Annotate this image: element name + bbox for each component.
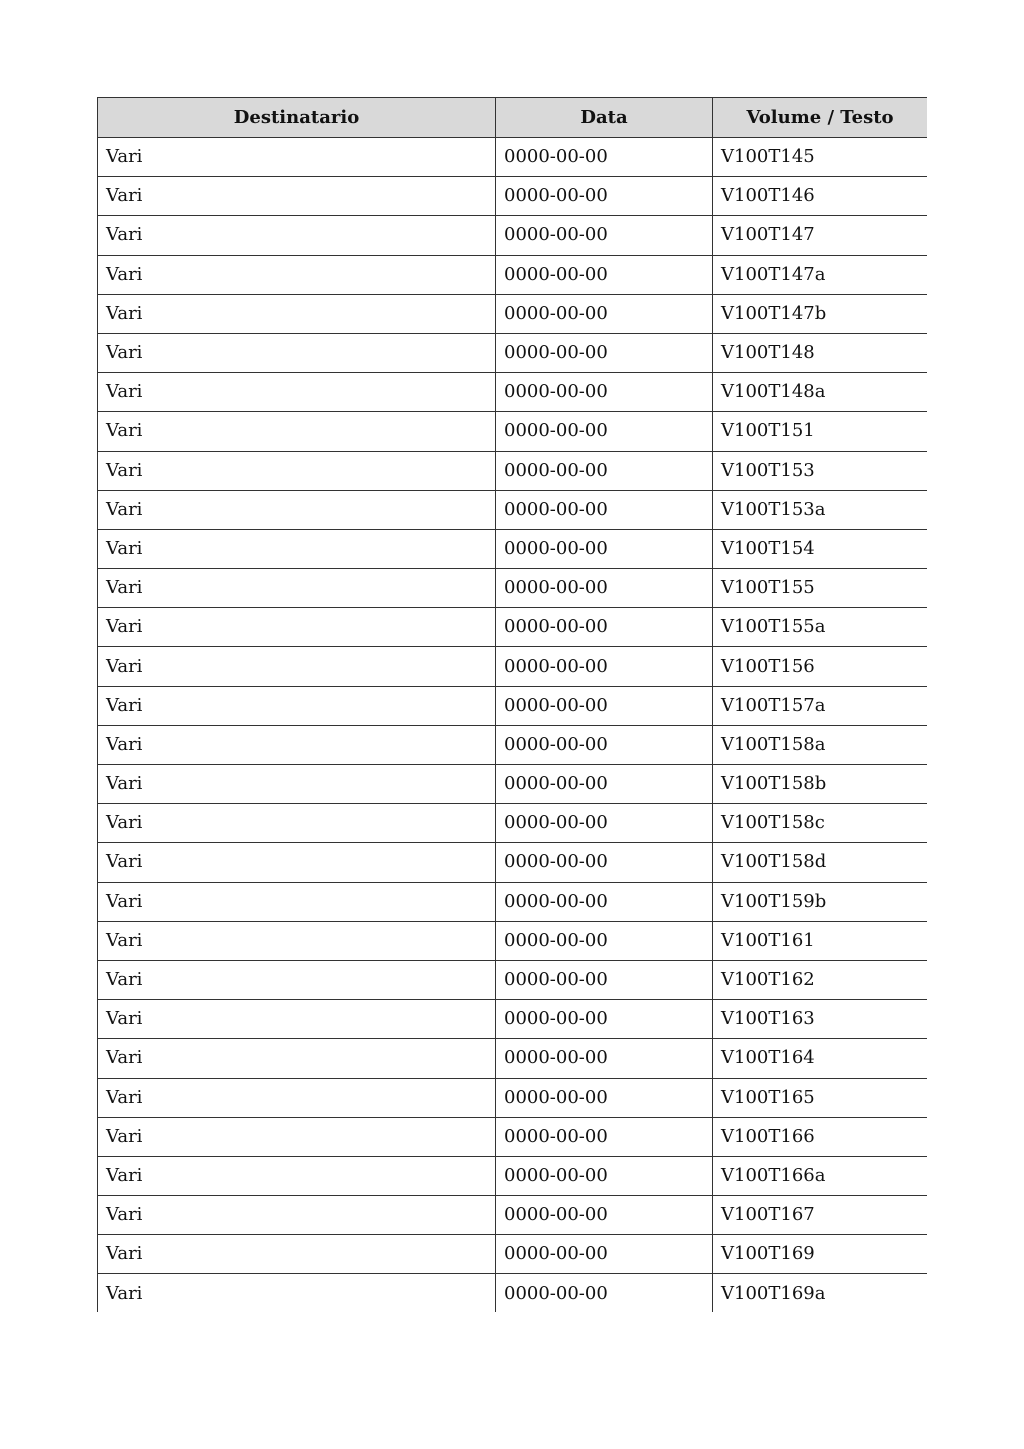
header-data: Data [496,98,713,138]
cell-data: 0000-00-00 [496,1274,713,1312]
cell-data: 0000-00-00 [496,412,713,451]
table-row [98,1196,928,1235]
cell-volume-testo: V100T169 [713,1235,928,1274]
cell-destinatario: Vari [98,1117,496,1156]
cell-volume-testo: V100T158d [713,843,928,882]
cell-data: 0000-00-00 [496,373,713,412]
cell-destinatario: Vari [98,765,496,804]
cell-volume-testo: V100T147a [713,255,928,294]
cell-destinatario: Vari [98,804,496,843]
cell-destinatario: Vari [98,490,496,529]
cell-data: 0000-00-00 [496,255,713,294]
table-row [98,294,928,333]
table-row [98,765,928,804]
cell-data: 0000-00-00 [496,1117,713,1156]
header-volume-testo: Volume / Testo [713,98,928,138]
cell-destinatario: Vari [98,216,496,255]
cell-volume-testo: V100T155a [713,608,928,647]
table-row [98,1235,928,1274]
cell-volume-testo: V100T159b [713,882,928,921]
records-table-container [97,97,927,1312]
cell-data: 0000-00-00 [496,333,713,372]
cell-destinatario: Vari [98,921,496,960]
cell-volume-testo: V100T158a [713,725,928,764]
cell-data: 0000-00-00 [496,1196,713,1235]
cell-data: 0000-00-00 [496,843,713,882]
cell-destinatario: Vari [98,686,496,725]
cell-volume-testo: V100T148a [713,373,928,412]
cell-data: 0000-00-00 [496,177,713,216]
cell-data: 0000-00-00 [496,294,713,333]
cell-data: 0000-00-00 [496,1235,713,1274]
cell-volume-testo: V100T167 [713,1196,928,1235]
cell-volume-testo: V100T153a [713,490,928,529]
cell-destinatario: Vari [98,138,496,177]
cell-data: 0000-00-00 [496,451,713,490]
table-row [98,843,928,882]
cell-volume-testo: V100T156 [713,647,928,686]
cell-volume-testo: V100T154 [713,529,928,568]
cell-data: 0000-00-00 [496,804,713,843]
table-row [98,412,928,451]
table-row [98,138,928,177]
cell-data: 0000-00-00 [496,490,713,529]
cell-destinatario: Vari [98,960,496,999]
cell-volume-testo: V100T148 [713,333,928,372]
table-row [98,490,928,529]
cell-destinatario: Vari [98,1235,496,1274]
cell-volume-testo: V100T146 [713,177,928,216]
cell-destinatario: Vari [98,412,496,451]
cell-destinatario: Vari [98,882,496,921]
cell-data: 0000-00-00 [496,921,713,960]
cell-volume-testo: V100T158b [713,765,928,804]
table-row [98,1156,928,1195]
cell-destinatario: Vari [98,373,496,412]
cell-destinatario: Vari [98,294,496,333]
table-row [98,960,928,999]
table-row [98,1078,928,1117]
cell-volume-testo: V100T165 [713,1078,928,1117]
table-row [98,333,928,372]
cell-destinatario: Vari [98,255,496,294]
cell-volume-testo: V100T163 [713,1000,928,1039]
cell-data: 0000-00-00 [496,725,713,764]
table-row [98,216,928,255]
cell-destinatario: Vari [98,177,496,216]
cell-volume-testo: V100T169a [713,1274,928,1312]
cell-data: 0000-00-00 [496,882,713,921]
cell-destinatario: Vari [98,1196,496,1235]
cell-destinatario: Vari [98,333,496,372]
cell-data: 0000-00-00 [496,647,713,686]
table-row [98,569,928,608]
cell-data: 0000-00-00 [496,765,713,804]
table-row [98,921,928,960]
cell-destinatario: Vari [98,1274,496,1312]
table-row [98,1039,928,1078]
table-row [98,177,928,216]
cell-data: 0000-00-00 [496,608,713,647]
table-row [98,608,928,647]
cell-destinatario: Vari [98,1156,496,1195]
cell-destinatario: Vari [98,1039,496,1078]
cell-volume-testo: V100T145 [713,138,928,177]
table-row [98,804,928,843]
cell-data: 0000-00-00 [496,216,713,255]
table-row [98,529,928,568]
cell-data: 0000-00-00 [496,686,713,725]
cell-destinatario: Vari [98,529,496,568]
cell-data: 0000-00-00 [496,569,713,608]
cell-destinatario: Vari [98,569,496,608]
cell-destinatario: Vari [98,647,496,686]
cell-destinatario: Vari [98,608,496,647]
cell-data: 0000-00-00 [496,1039,713,1078]
cell-volume-testo: V100T166 [713,1117,928,1156]
cell-destinatario: Vari [98,843,496,882]
cell-volume-testo: V100T166a [713,1156,928,1195]
table-row [98,647,928,686]
cell-volume-testo: V100T164 [713,1039,928,1078]
table-row [98,686,928,725]
table-row [98,1117,928,1156]
cell-data: 0000-00-00 [496,1156,713,1195]
cell-data: 0000-00-00 [496,529,713,568]
cell-volume-testo: V100T161 [713,921,928,960]
cell-data: 0000-00-00 [496,138,713,177]
table-row [98,451,928,490]
table-row [98,725,928,764]
cell-data: 0000-00-00 [496,1000,713,1039]
table-row [98,373,928,412]
cell-destinatario: Vari [98,1078,496,1117]
table-body [98,138,928,1313]
cell-destinatario: Vari [98,451,496,490]
records-table [97,97,927,1312]
table-row [98,1274,928,1312]
table-header-row [98,98,928,138]
cell-volume-testo: V100T153 [713,451,928,490]
cell-volume-testo: V100T151 [713,412,928,451]
table-row [98,1000,928,1039]
cell-volume-testo: V100T147b [713,294,928,333]
cell-volume-testo: V100T155 [713,569,928,608]
table-row [98,255,928,294]
cell-destinatario: Vari [98,1000,496,1039]
cell-data: 0000-00-00 [496,960,713,999]
cell-volume-testo: V100T158c [713,804,928,843]
cell-volume-testo: V100T147 [713,216,928,255]
cell-data: 0000-00-00 [496,1078,713,1117]
table-row [98,882,928,921]
header-destinatario: Destinatario [98,98,496,138]
cell-destinatario: Vari [98,725,496,764]
cell-volume-testo: V100T157a [713,686,928,725]
cell-volume-testo: V100T162 [713,960,928,999]
